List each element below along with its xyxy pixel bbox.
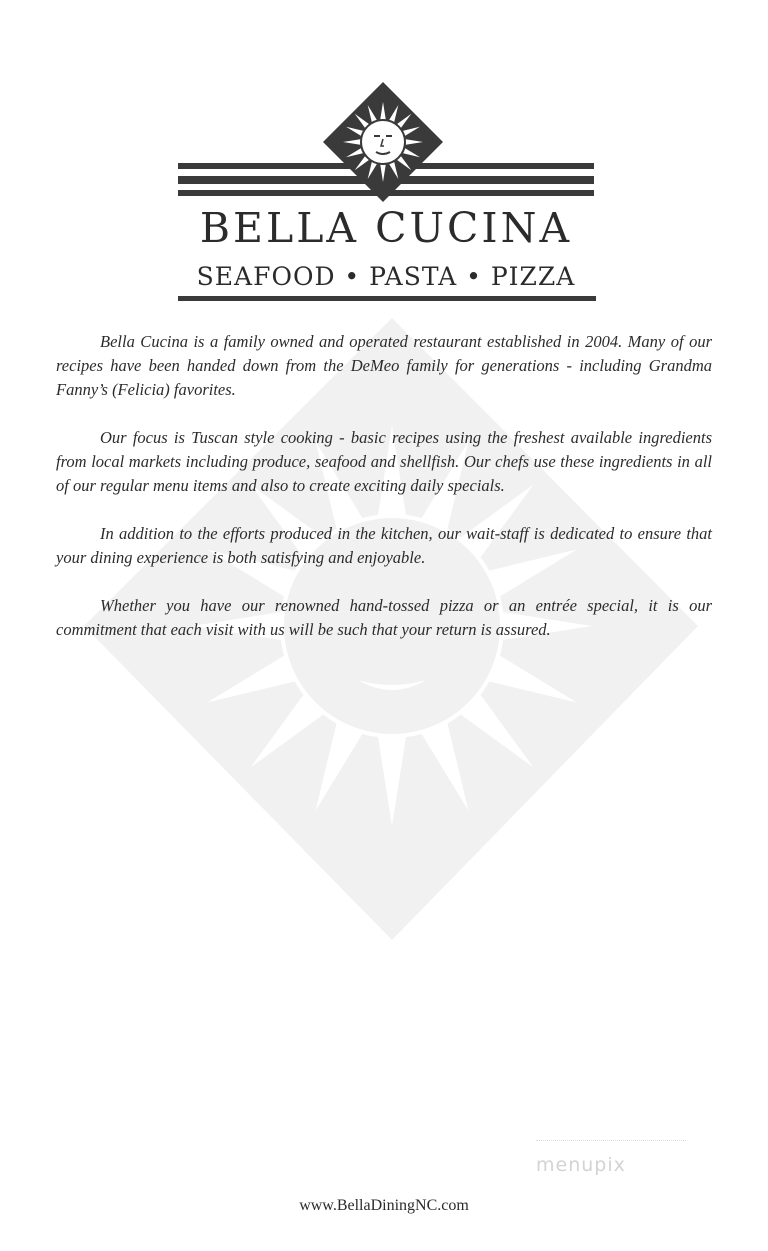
paragraph-history: Bella Cucina is a family owned and operated restaurant established in 2004. Many of our recipes have been handed down from the DeMeo family for generations - including Grandma Fanny’s (Felicia) favorites.	[56, 332, 712, 399]
about-text	[56, 330, 712, 666]
paragraph-commitment: Whether you have our renowned hand-tossed pizza or an entrée special, it is our commitment that each visit with us will be such that your return is assured.	[56, 596, 712, 639]
brand-tagline: SEAFOOD • PASTA • PIZZA	[196, 262, 576, 291]
stamp-divider	[536, 1140, 686, 1141]
website-link[interactable]: www.BellaDiningNC.com	[299, 1197, 469, 1214]
paragraph-service: In addition to the efforts produced in the kitchen, our wait-staff is dedicated to ensure that your dining experience is both satisfying and enjoyable.	[56, 524, 712, 567]
brand-name: BELLA CUCINA	[199, 204, 573, 252]
menupix-stamp: menupix	[536, 1154, 626, 1176]
paragraph-cooking: Our focus is Tuscan style cooking - basic recipes using the freshest available ingredients from local markets including produce, seafood and shellfish. Our chefs use these ingredients in all of our regular menu items and also to create exciting daily specials.	[56, 428, 712, 495]
